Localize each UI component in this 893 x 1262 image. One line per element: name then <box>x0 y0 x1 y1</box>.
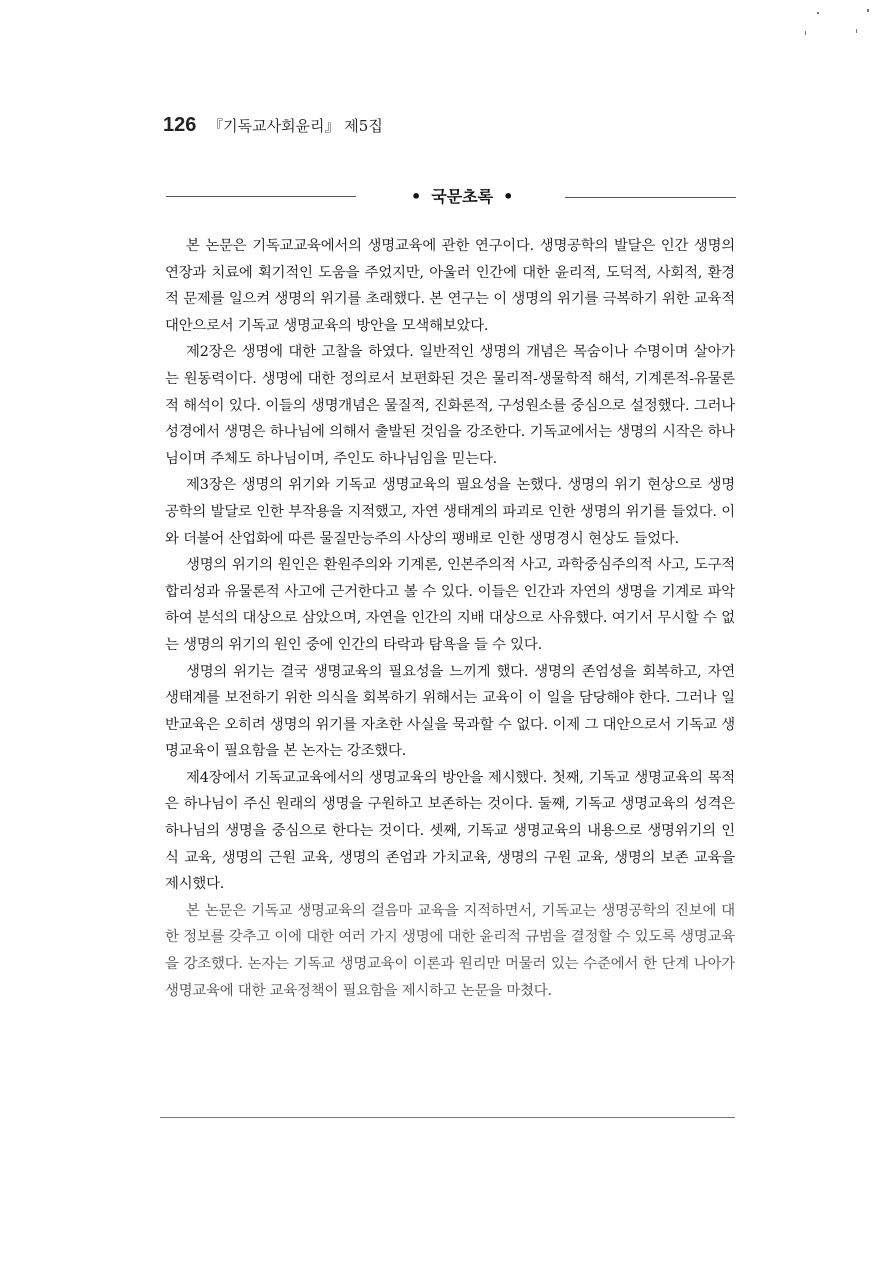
bullet-icon: • <box>503 187 514 206</box>
scan-speck <box>867 9 869 12</box>
scan-speck <box>805 31 806 35</box>
journal-title: 『기독교사회윤리』 제5집 <box>208 117 383 135</box>
scan-speck <box>817 12 819 14</box>
abstract-paragraph: 제4장에서 기독교교육에서의 생명교육의 방안을 제시했다. 첫째, 기독교 생명교육의 목적은 하나님이 주신 원래의 생명을 구원하고 보존하는 것이다. 둘째, 기독교 생명교육의 성격은 하나님의 생명을 중심으로 한다는 것이다. 셋째, 기독교 생명교육의 내용으로 생명위기의 인식 교육, 생명의 근원 교육, 생명의 존엄과 가치교육, 생명의 구원 교육, 생명의 보존 교육을 제시했다. <box>165 769 735 893</box>
heading-rule-left <box>166 196 356 197</box>
page-number: 126 <box>163 114 197 136</box>
abstract-paragraph: 제3장은 생명의 위기와 기독교 생명교육의 필요성을 논했다. 생명의 위기 현상으로 생명공학의 발달로 인한 부작용을 지적했고, 자연 생태계의 파괴로 인한 생명의 위기를 들었다. 이와 더불어 산업화에 따른 물질만능주의 사상의 팽배로 인한 생명경시 현상도 들었다. <box>165 477 735 547</box>
section-title-text: 국문초록 <box>431 187 494 206</box>
scan-speck <box>856 29 857 33</box>
section-title <box>401 185 523 209</box>
abstract-body <box>165 233 735 1004</box>
abstract-paragraph: 제2장은 생명에 대한 고찰을 하였다. 일반적인 생명의 개념은 목숨이나 수명이며 살아가는 원동력이다. 생명에 대한 정의로서 보편화된 것은 물리적-생물학적 해석, 기계론적-유물론적 해석이 있다. 이들의 생명개념은 물질적, 진화론적, 구성원소를 중심으로 설정했다. 그러나 성경에서 생명은 하나님에 의해서 출발된 것임을 강조한다. 기독교에서는 생명의 시작은 하나님이며 주체도 하나님이며, 주인도 하나님임을 믿는다. <box>165 344 735 467</box>
section-heading <box>163 185 736 209</box>
abstract-paragraph: 생명의 위기는 결국 생명교육의 필요성을 느끼게 했다. 생명의 존엄성을 회복하고, 자연 생태계를 보전하기 위한 의식을 회복하기 위해서는 교육이 이 일을 담당해야 한다. 그러나 일반교육은 오히려 생명의 위기를 자초한 사실을 묵과할 수 없다. 이제 그 대안으로서 기독교 생명교육이 필요함을 본 논자는 강조했다. <box>165 663 735 760</box>
abstract-paragraph: 본 논문은 기독교교육에서의 생명교육에 관한 연구이다. 생명공학의 발달은 인간 생명의 연장과 치료에 획기적인 도움을 주었지만, 아울러 인간에 대한 윤리적, 도덕적, 사회적, 환경적 문제를 일으켜 생명의 위기를 초래했다. 본 연구는 이 생명의 위기를 극복하기 위한 교육적 대안으로서 기독교 생명교육의 방안을 모색해보았다. <box>165 238 735 334</box>
running-head <box>163 113 383 138</box>
bullet-icon: • <box>411 187 422 206</box>
abstract-paragraph: 본 논문은 기독교 생명교육의 걸음마 교육을 지적하면서, 기독교는 생명공학의 진보에 대한 정보를 갖추고 이에 대한 여러 가지 생명에 대한 윤리적 규범을 결정할 수 있도록 생명교육을 강조했다. 논자는 기독교 생명교육이 이론과 원리만 머물러 있는 수준에서 한 단계 나아가 생명교육에 대한 교육정책이 필요함을 제시하고 논문을 마쳤다. <box>165 902 735 999</box>
footer-rule <box>160 1117 735 1118</box>
abstract-paragraph: 생명의 위기의 원인은 환원주의와 기계론, 인본주의적 사고, 과학중심주의적 사고, 도구적 합리성과 유물론적 사고에 근거한다고 볼 수 있다. 이들은 인간과 자연의 생명을 기계로 파악하여 분석의 대상으로 삼았으며, 자연을 인간의 지배 대상으로 사유했다. 여기서 무시할 수 없는 생명의 위기의 원인 중에 인간의 타락과 탐욕을 들 수 있다. <box>165 557 735 653</box>
heading-rule-right <box>565 197 736 198</box>
